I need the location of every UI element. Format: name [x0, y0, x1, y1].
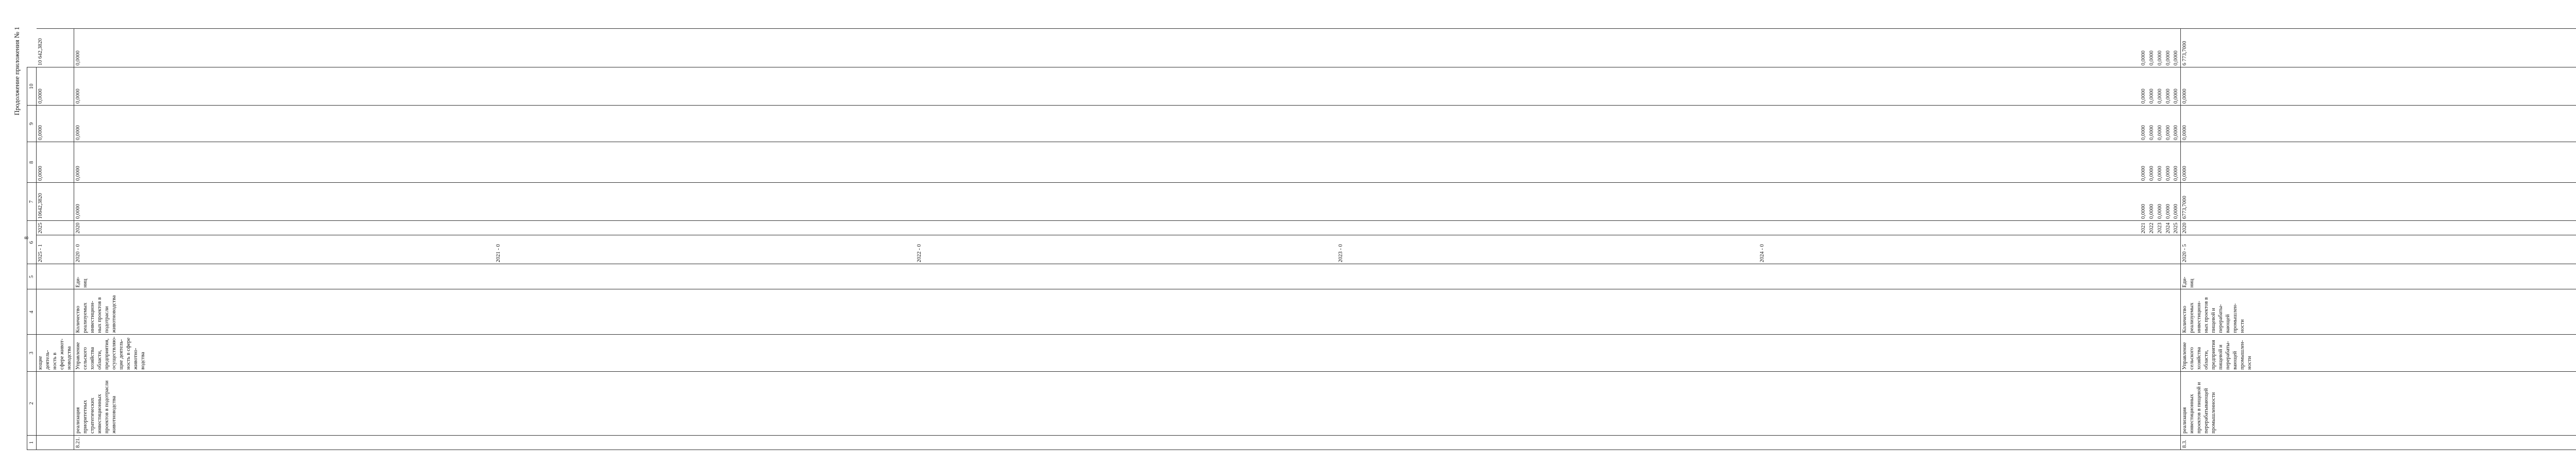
total-cell: 0,0000	[2164, 183, 2173, 221]
funding-cell: 0,0000	[74, 142, 2139, 183]
funding-cell: 0,0000	[2140, 142, 2148, 183]
column-number-7: 7	[27, 183, 37, 221]
target-values	[74, 235, 2181, 264]
funding-cell: 0,0000	[74, 106, 2139, 142]
year-cell: 2024	[2164, 221, 2173, 235]
funding-cell: 0,0000	[2181, 67, 2576, 106]
year-cell: 2025	[37, 221, 74, 235]
target-value: 2020 - 0	[75, 244, 81, 263]
funding-cell: 0,0000	[2164, 29, 2173, 67]
table-row	[2181, 29, 2576, 450]
column-number-1: 1	[27, 435, 37, 450]
year-cell: 2025	[2172, 221, 2180, 235]
funding-cell: 0,0000	[37, 142, 74, 183]
column-number-10: 10	[27, 67, 37, 106]
header-row	[27, 29, 37, 450]
appendix-caption: Продолжение приложения № 1	[13, 27, 21, 115]
funding-cell: 0,0000	[2156, 29, 2164, 67]
funding-cell: 0,0000	[2140, 106, 2148, 142]
funding-cell: 0,0000	[2181, 142, 2576, 183]
unit-of-measure: Еди- ниц	[74, 264, 2181, 289]
year-cell: 2020	[2181, 221, 2576, 235]
section-code: 8.21.	[74, 435, 2181, 450]
funding-cell: 0,0000	[2181, 106, 2576, 142]
total-cell: 0,0000	[2172, 183, 2180, 221]
code-cell	[37, 435, 74, 450]
funding-cell: 0,0000	[2164, 142, 2173, 183]
event-name: реализация приоритетных стратегических инвестиционных проектов в подотрасли животноводства	[74, 371, 2181, 435]
total-cell: 6773,7000	[2181, 183, 2576, 221]
column-number-5: 5	[27, 264, 37, 289]
program-table	[27, 28, 2576, 450]
column-number-8: 8	[27, 142, 37, 183]
funding-cell: 0,0000	[2164, 106, 2173, 142]
responsible-cell: ющие деятель- ность в сфере живот- новодства	[37, 335, 74, 371]
indicator-cell	[37, 289, 74, 335]
continuation-row	[37, 29, 74, 450]
page-number: 8	[23, 236, 30, 239]
event-name: реализация инвестиционных проектов в пищевой и перерабатывающей промышленности	[2181, 371, 2576, 435]
year-cell: 2022	[2148, 221, 2156, 235]
column-number-2: 2	[27, 371, 37, 435]
year-cell: 2021	[2140, 221, 2148, 235]
target-value: 2022 - 0	[917, 244, 923, 263]
year-cell: 2020	[74, 221, 2139, 235]
funding-cell: 0,0000	[2172, 142, 2180, 183]
target-value: 2020 - 5	[2182, 244, 2188, 263]
funding-cell: 0,0000	[37, 106, 74, 142]
funding-cell: 0,0000	[2148, 106, 2156, 142]
target-cell: 2025 - 1	[37, 235, 74, 264]
total-cell: 0,0000	[2156, 183, 2164, 221]
funding-cell: 0,0000	[74, 29, 2139, 67]
funding-cell: 0,0000	[2148, 142, 2156, 183]
funding-cell: 0,0000	[2156, 142, 2164, 183]
responsible-executor: Управление сельского хозяйства области, предприятия, осуществляю- щие деятель- ность в сфере животно- водства	[74, 335, 2181, 371]
total-cell: 0,0000	[2140, 183, 2148, 221]
funding-cell: 0,0000	[2172, 29, 2180, 67]
funding-cell: 0,0000	[2140, 29, 2148, 67]
total-cell: 10642,3820	[37, 183, 74, 221]
section-code: 8.3.	[2181, 435, 2576, 450]
unit-cell	[37, 264, 74, 289]
funding-cell: 0,0000	[2156, 106, 2164, 142]
total-cell: 0,0000	[2148, 183, 2156, 221]
responsible-executor: Управление сельского хозяйства области, предприятия пищевой и перерабаты- вающей промышлен- ности	[2181, 335, 2576, 371]
funding-cell: 0,0000	[2164, 67, 2173, 106]
year-cell: 2023	[2156, 221, 2164, 235]
funding-cell: 10 642,3820	[37, 29, 74, 67]
funding-cell: 0,0000	[2148, 29, 2156, 67]
column-number-9: 9	[27, 106, 37, 142]
event-cell	[37, 371, 74, 435]
total-cell: 0,0000	[74, 183, 2139, 221]
funding-cell: 0,0000	[2172, 67, 2180, 106]
table-row	[74, 29, 2139, 450]
target-values	[2181, 235, 2576, 264]
funding-cell: 0,0000	[2140, 67, 2148, 106]
target-value: 2024 - 0	[1759, 244, 1765, 263]
column-number-6: 6	[27, 221, 37, 264]
target-value: 2021 - 0	[495, 244, 501, 263]
target-value: 2023 - 0	[1338, 244, 1344, 263]
column-number-4: 4	[27, 289, 37, 335]
funding-cell: 6 773,7000	[2181, 29, 2576, 67]
funding-cell: 0,0000	[2148, 67, 2156, 106]
funding-cell: 0,0000	[2156, 67, 2164, 106]
funding-cell: 0,0000	[2172, 106, 2180, 142]
column-number-3: 3	[27, 335, 37, 371]
unit-of-measure: Еди- ниц	[2181, 264, 2576, 289]
indicator-name: Количество реализуемых инвестицион- ных проектов в подотрасли животноводства	[74, 289, 2181, 335]
funding-cell: 0,0000	[37, 67, 74, 106]
funding-cell: 0,0000	[74, 67, 2139, 106]
indicator-name: Количество реализуемых инвестицион- ных проектов в пищевой и перерабаты- вающей промышлен- ности	[2181, 289, 2576, 335]
